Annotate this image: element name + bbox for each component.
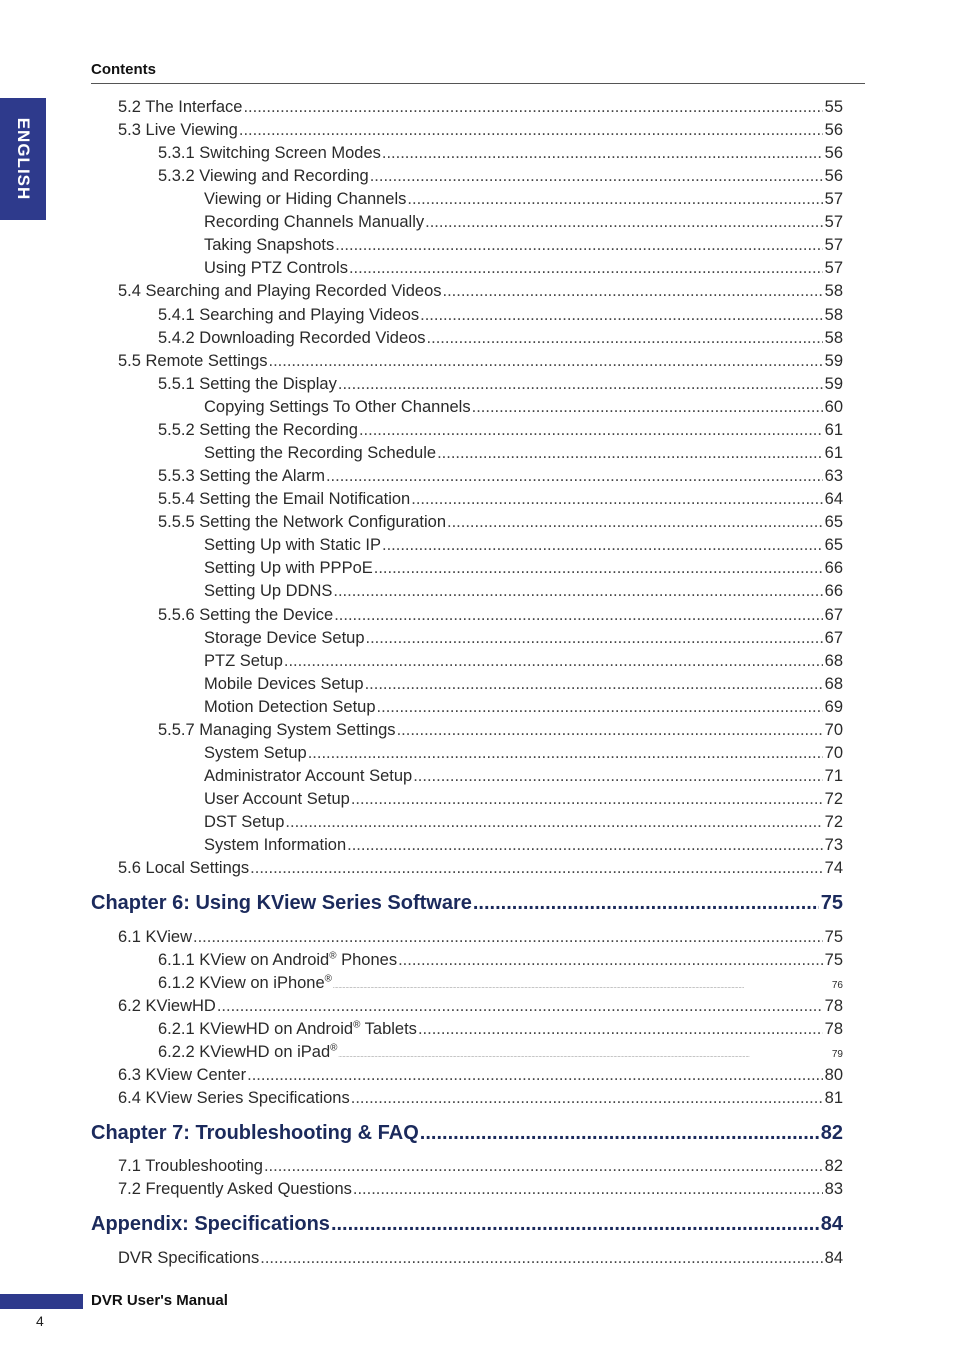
dot-leader — [447, 511, 823, 533]
dot-leader — [264, 1155, 823, 1177]
dot-leader — [374, 557, 823, 579]
toc-entry[interactable]: 5.2 The Interface ..... 55 — [118, 96, 843, 118]
dot-leader — [398, 949, 823, 971]
dot-leader — [331, 1211, 819, 1237]
dot-leader — [443, 280, 823, 302]
language-tab-label: ENGLISH — [14, 117, 33, 201]
toc-entry[interactable]: DST Setup ..... 72 — [204, 811, 843, 833]
toc-entry[interactable]: 6.1.1 KView on Android® Phones ..... 75 — [158, 949, 843, 971]
toc-entry[interactable]: 5.3 Live Viewing ..... 56 — [118, 119, 843, 141]
dot-leader — [217, 995, 823, 1017]
toc-entry[interactable]: 6.4 KView Series Specifications ..... 81 — [118, 1087, 843, 1109]
dot-leader — [338, 373, 823, 395]
dot-leader — [335, 234, 822, 256]
toc-entry[interactable]: Recording Channels Manually ..... 57 — [204, 211, 843, 233]
dot-leader — [370, 165, 823, 187]
dot-leader — [269, 350, 823, 372]
toc-entry[interactable]: 6.1.2 KView on iPhone® ..... 76 — [158, 972, 843, 998]
dot-leader — [285, 811, 822, 833]
toc-entry[interactable]: Setting Up with Static IP ..... 65 — [204, 534, 843, 556]
toc-entry[interactable]: 5.3.2 Viewing and Recording ..... 56 — [158, 165, 843, 187]
dot-leader — [382, 142, 823, 164]
dot-leader — [308, 742, 823, 764]
dot-leader — [359, 419, 823, 441]
toc-entry[interactable]: 5.5.4 Setting the Email Notification ..... 64 — [158, 488, 843, 510]
dot-leader — [333, 580, 822, 602]
dot-leader — [411, 488, 822, 510]
toc-entry[interactable]: User Account Setup ..... 72 — [204, 788, 843, 810]
dot-leader — [351, 788, 823, 810]
dot-leader — [377, 696, 823, 718]
dot-leader — [193, 926, 823, 948]
dot-leader — [326, 465, 823, 487]
toc-entry[interactable]: 5.3.1 Switching Screen Modes ..... 56 — [158, 142, 843, 164]
toc-entry[interactable]: System Setup ..... 70 — [204, 742, 843, 764]
header-divider — [91, 83, 865, 84]
dot-leader — [347, 834, 823, 856]
page-header-title: Contents — [91, 61, 156, 78]
toc-entry[interactable]: 7.1 Troubleshooting ..... 82 — [118, 1155, 843, 1177]
toc-entry[interactable]: 5.5 Remote Settings ..... 59 — [118, 350, 843, 372]
toc-entry[interactable]: 5.5.7 Managing System Settings ..... 70 — [158, 719, 843, 741]
dot-leader — [366, 627, 823, 649]
toc-entry[interactable]: 6.3 KView Center ..... 80 — [118, 1064, 843, 1086]
toc-chapter-heading[interactable]: Chapter 7: Troubleshooting & FAQ ..... 82 — [91, 1120, 843, 1146]
toc-chapter-heading[interactable]: Chapter 6: Using KView Series Software ..... 75 — [91, 890, 843, 916]
toc-entry[interactable]: Administrator Account Setup ..... 71 — [204, 765, 843, 787]
dot-leader — [418, 1018, 823, 1040]
footer-manual-title: DVR User's Manual — [91, 1292, 228, 1309]
dot-leader — [247, 1064, 823, 1086]
toc-entry[interactable]: Mobile Devices Setup ..... 68 — [204, 673, 843, 695]
toc-entry[interactable]: Setting the Recording Schedule ..... 61 — [204, 442, 843, 464]
toc-entry[interactable]: 6.2.2 KViewHD on iPad® ..... 79 — [158, 1041, 843, 1067]
toc-entry[interactable]: 6.1 KView ..... 75 — [118, 926, 843, 948]
dot-leader — [260, 1247, 822, 1269]
toc-entry[interactable]: Motion Detection Setup ..... 69 — [204, 696, 843, 718]
toc-entry[interactable]: 5.6 Local Settings ..... 74 — [118, 857, 843, 879]
toc-entry[interactable]: Setting Up with PPPoE ..... 66 — [204, 557, 843, 579]
footer-accent-bar — [0, 1294, 83, 1309]
dot-leader — [239, 119, 823, 141]
toc-entry[interactable]: Setting Up DDNS ..... 66 — [204, 580, 843, 602]
toc-entry[interactable]: Copying Settings To Other Channels ..... 60 — [204, 396, 843, 418]
dot-leader — [353, 1178, 823, 1200]
toc-entry[interactable]: 7.2 Frequently Asked Questions ..... 83 — [118, 1178, 843, 1200]
toc-entry[interactable]: 6.2 KViewHD ..... 78 — [118, 995, 843, 1017]
toc-entry[interactable]: 5.5.3 Setting the Alarm ..... 63 — [158, 465, 843, 487]
dot-leader — [413, 765, 822, 787]
dot-leader — [407, 188, 822, 210]
toc-entry[interactable]: Taking Snapshots ..... 57 — [204, 234, 843, 256]
toc-entry[interactable]: Storage Device Setup ..... 67 — [204, 627, 843, 649]
toc-entry[interactable]: System Information ..... 73 — [204, 834, 843, 856]
dot-leader — [243, 96, 822, 118]
dot-leader — [472, 396, 823, 418]
toc-entry[interactable]: 5.5.6 Setting the Device ..... 67 — [158, 604, 843, 626]
dot-leader — [349, 257, 823, 279]
page-number: 4 — [36, 1313, 44, 1329]
dot-leader — [427, 327, 823, 349]
toc-entry[interactable]: PTZ Setup ..... 68 — [204, 650, 843, 672]
toc-entry[interactable]: 5.4 Searching and Playing Recorded Videos ..... 58 — [118, 280, 843, 302]
dot-leader — [382, 534, 823, 556]
toc-entry[interactable]: Using PTZ Controls ..... 57 — [204, 257, 843, 279]
dot-leader — [473, 890, 819, 916]
dot-leader — [351, 1087, 823, 1109]
toc-entry[interactable]: 5.5.2 Setting the Recording ..... 61 — [158, 419, 843, 441]
toc-entry[interactable]: Viewing or Hiding Channels ..... 57 — [204, 188, 843, 210]
dot-leader — [437, 442, 823, 464]
dot-leader — [250, 857, 822, 879]
language-side-tab — [0, 98, 46, 220]
toc-entry[interactable]: 5.4.2 Downloading Recorded Videos ..... 58 — [158, 327, 843, 349]
dot-leader — [284, 650, 823, 672]
toc-entry[interactable]: 5.5.1 Setting the Display ..... 59 — [158, 373, 843, 395]
toc-entry[interactable]: 6.2.1 KViewHD on Android® Tablets ..... 78 — [158, 1018, 843, 1040]
dot-leader — [420, 304, 823, 326]
toc-entry[interactable]: 5.4.1 Searching and Playing Videos ..... 58 — [158, 304, 843, 326]
dot-leader — [334, 604, 822, 626]
dot-leader — [397, 719, 823, 741]
dot-leader — [365, 673, 823, 695]
toc-entry[interactable]: 5.5.5 Setting the Network Configuration ..... 65 — [158, 511, 843, 533]
toc-entry[interactable]: DVR Specifications ..... 84 — [118, 1247, 843, 1269]
toc-appendix-heading[interactable]: Appendix: Specifications ..... 84 — [91, 1211, 843, 1237]
dot-leader — [420, 1120, 819, 1146]
dot-leader — [425, 211, 823, 233]
